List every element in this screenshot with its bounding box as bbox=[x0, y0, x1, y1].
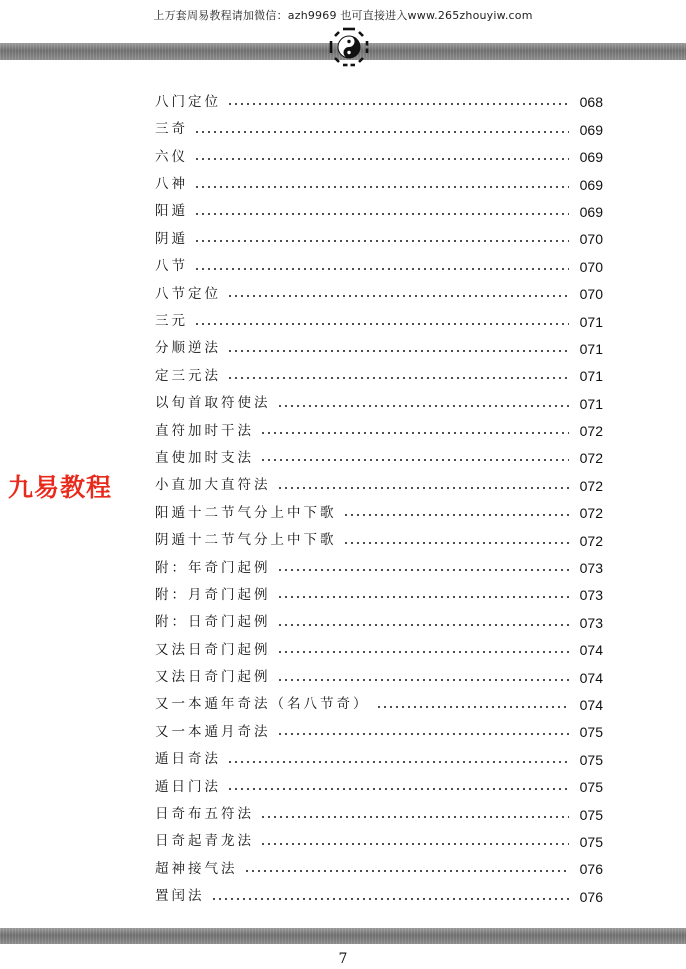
toc-dot-leader bbox=[277, 569, 570, 571]
toc-entry-page: 073 bbox=[579, 560, 603, 577]
toc-entry-page: 069 bbox=[579, 176, 603, 193]
toc-entry bbox=[155, 82, 603, 109]
toc-entry-title: 八节 bbox=[155, 258, 188, 275]
toc-dot-leader bbox=[227, 788, 569, 790]
toc-dot-leader bbox=[227, 350, 569, 352]
toc-entry-title: 阳遁十二节气分上中下歌 bbox=[155, 504, 337, 521]
toc-entry-page: 074 bbox=[579, 696, 603, 713]
toc-dot-leader bbox=[260, 843, 569, 845]
toc-entry bbox=[155, 411, 603, 438]
toc-entry-title: 三元 bbox=[155, 313, 188, 330]
toc-dot-leader bbox=[244, 870, 570, 872]
toc-entry-page: 072 bbox=[579, 423, 603, 440]
toc-entry-page: 073 bbox=[579, 587, 603, 604]
footer-band bbox=[0, 928, 686, 944]
toc-entry bbox=[155, 329, 603, 356]
toc-entry-page: 072 bbox=[579, 505, 603, 522]
toc-dot-leader bbox=[277, 487, 570, 489]
toc-entry-page: 072 bbox=[579, 477, 603, 494]
toc-entry-page: 071 bbox=[579, 368, 603, 385]
toc-dot-leader bbox=[260, 432, 569, 434]
toc-entry bbox=[155, 575, 603, 602]
toc-entry bbox=[155, 849, 603, 876]
toc-entry bbox=[155, 465, 603, 492]
toc-entry-title: 日奇起青龙法 bbox=[155, 833, 254, 850]
toc-dot-leader bbox=[227, 377, 569, 379]
page-number: 7 bbox=[338, 951, 348, 967]
toc-dot-leader bbox=[194, 131, 569, 133]
toc-entry-title: 六仪 bbox=[155, 148, 188, 165]
toc-entry bbox=[155, 438, 603, 465]
toc-entry-page: 069 bbox=[579, 149, 603, 166]
toc-entry-title: 置闰法 bbox=[155, 888, 205, 905]
toc-entry-title: 又一本遁月奇法 bbox=[155, 723, 271, 740]
toc-entry-page: 075 bbox=[579, 806, 603, 823]
toc-dot-leader bbox=[194, 158, 569, 160]
watermark-text: 九易教程 bbox=[8, 473, 113, 502]
toc-dot-leader bbox=[277, 733, 570, 735]
toc-entry bbox=[155, 246, 603, 273]
toc-entry-title: 附：月奇门起例 bbox=[155, 586, 271, 603]
header-promo-text: 上万套周易教程请加微信：azh9969 也可直接进入www.265zhouyiw.com bbox=[153, 9, 533, 22]
toc-entry-title: 直符加时干法 bbox=[155, 422, 254, 439]
toc-entry-title: 又一本遁年奇法（名八节奇） bbox=[155, 696, 370, 713]
toc-entry-page: 069 bbox=[579, 203, 603, 220]
toc-entry bbox=[155, 739, 603, 766]
toc-entry bbox=[155, 630, 603, 657]
toc-dot-leader bbox=[376, 706, 570, 708]
toc-entry-page: 075 bbox=[579, 724, 603, 741]
toc-entry-page: 076 bbox=[579, 861, 603, 878]
toc-entry-page: 074 bbox=[579, 669, 603, 686]
toc-entry-title: 遁日门法 bbox=[155, 778, 221, 795]
toc-entry bbox=[155, 767, 603, 794]
toc-entry-page: 075 bbox=[579, 833, 603, 850]
toc-entry-page: 074 bbox=[579, 642, 603, 659]
toc-entry bbox=[155, 822, 603, 849]
toc-entry-page: 076 bbox=[579, 888, 603, 905]
toc-entry bbox=[155, 657, 603, 684]
toc-dot-leader bbox=[343, 514, 570, 516]
toc-entry-title: 分顺逆法 bbox=[155, 340, 221, 357]
toc-dot-leader bbox=[194, 213, 569, 215]
toc-dot-leader bbox=[227, 103, 569, 105]
toc-entry-title: 阳遁 bbox=[155, 203, 188, 220]
toc-entry bbox=[155, 383, 603, 410]
toc-dot-leader bbox=[194, 240, 569, 242]
toc-dot-leader bbox=[194, 186, 569, 188]
toc-entry-title: 八节定位 bbox=[155, 285, 221, 302]
toc-entry bbox=[155, 192, 603, 219]
toc-entry bbox=[155, 712, 603, 739]
toc-entry-title: 三奇 bbox=[155, 121, 188, 138]
toc-dot-leader bbox=[277, 624, 570, 626]
toc-dot-leader bbox=[343, 542, 570, 544]
bagua-emblem-icon bbox=[326, 24, 372, 70]
toc-dot-leader bbox=[277, 651, 570, 653]
toc-entry-title: 遁日奇法 bbox=[155, 751, 221, 768]
toc-entry-title: 又法日奇门起例 bbox=[155, 641, 271, 658]
toc-dot-leader bbox=[227, 295, 569, 297]
toc-dot-leader bbox=[211, 898, 570, 900]
toc-dot-leader bbox=[260, 816, 569, 818]
toc-entry-title: 又法日奇门起例 bbox=[155, 669, 271, 686]
toc-entry bbox=[155, 685, 603, 712]
toc-dot-leader bbox=[227, 761, 569, 763]
toc-entry-page: 070 bbox=[579, 286, 603, 303]
toc-entry-page: 070 bbox=[579, 231, 603, 248]
toc-entry-title: 超神接气法 bbox=[155, 860, 238, 877]
toc-entry bbox=[155, 493, 603, 520]
toc-entry bbox=[155, 548, 603, 575]
toc-dot-leader bbox=[277, 405, 570, 407]
toc-entry-title: 定三元法 bbox=[155, 367, 221, 384]
toc-entry bbox=[155, 274, 603, 301]
toc-entry bbox=[155, 137, 603, 164]
toc-entry bbox=[155, 876, 603, 903]
toc-entry-page: 072 bbox=[579, 532, 603, 549]
toc-entry-page: 071 bbox=[579, 395, 603, 412]
toc-entry-page: 070 bbox=[579, 258, 603, 275]
toc-entry bbox=[155, 520, 603, 547]
toc-dot-leader bbox=[194, 323, 569, 325]
toc-entry-page: 068 bbox=[579, 94, 603, 111]
toc-dot-leader bbox=[194, 268, 569, 270]
toc-entry-page: 072 bbox=[579, 450, 603, 467]
toc-dot-leader bbox=[277, 596, 570, 598]
toc-entry-title: 阴遁十二节气分上中下歌 bbox=[155, 532, 337, 549]
toc-dot-leader bbox=[277, 679, 570, 681]
toc-entry-title: 以旬首取符使法 bbox=[155, 395, 271, 412]
toc-entry bbox=[155, 794, 603, 821]
toc-entry bbox=[155, 602, 603, 629]
toc-entry-page: 071 bbox=[579, 340, 603, 357]
toc-entry-title: 八神 bbox=[155, 176, 188, 193]
toc-entry bbox=[155, 219, 603, 246]
toc-entry bbox=[155, 164, 603, 191]
toc-entry bbox=[155, 301, 603, 328]
toc-entry-title: 八门定位 bbox=[155, 93, 221, 110]
toc-entry-title: 小直加大直符法 bbox=[155, 477, 271, 494]
toc-entry bbox=[155, 109, 603, 136]
toc-dot-leader bbox=[260, 459, 569, 461]
table-of-contents bbox=[155, 82, 603, 904]
toc-entry-page: 073 bbox=[579, 614, 603, 631]
toc-entry-page: 071 bbox=[579, 313, 603, 330]
toc-entry-title: 附：日奇门起例 bbox=[155, 614, 271, 631]
toc-entry-title: 日奇布五符法 bbox=[155, 806, 254, 823]
toc-entry-title: 附：年奇门起例 bbox=[155, 559, 271, 576]
toc-entry-title: 直使加时支法 bbox=[155, 449, 254, 466]
toc-entry-page: 075 bbox=[579, 779, 603, 796]
toc-entry bbox=[155, 356, 603, 383]
toc-entry-page: 069 bbox=[579, 121, 603, 138]
toc-entry-page: 075 bbox=[579, 751, 603, 768]
toc-entry-title: 阴遁 bbox=[155, 230, 188, 247]
